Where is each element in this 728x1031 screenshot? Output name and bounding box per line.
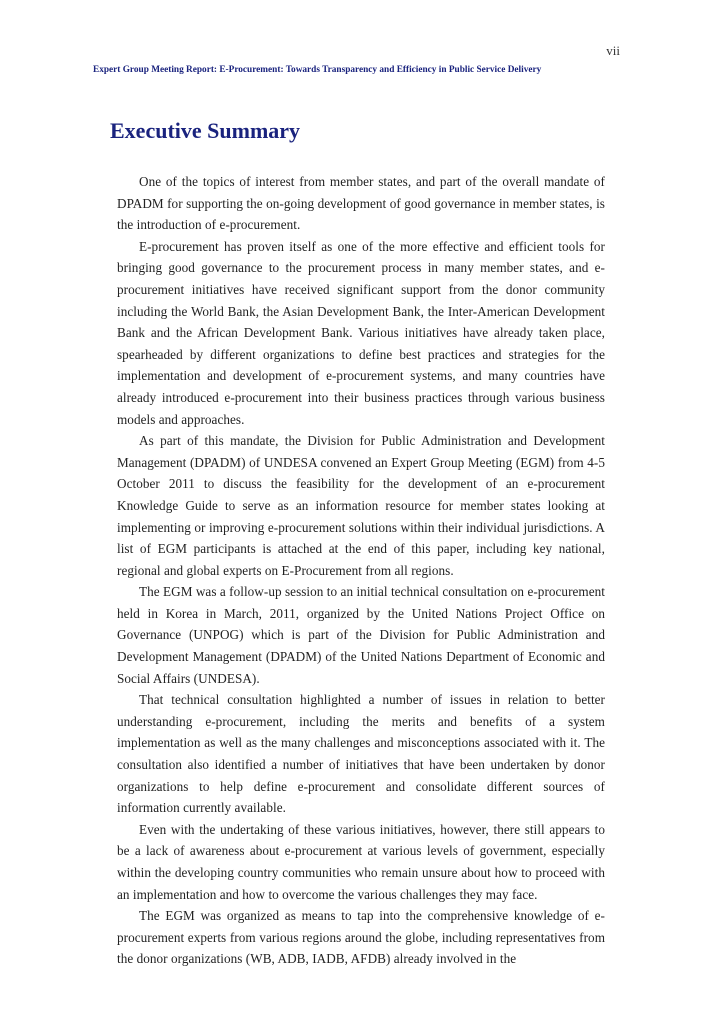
body-text — [117, 171, 605, 970]
paragraph: As part of this mandate, the Division for Public Administration and Development Management (DPADM) of UNDESA convened an Expert Group Meeting (EGM) from 4-5 October 2011 to discuss the feasibility for the development of an e-procurement Knowledge Guide to serve as an information resource for member states looking at implementing or improving e-procurement solutions within their individual jurisdictions. A list of EGM participants is attached at the end of this paper, including key national, regional and global experts on E-Procurement from all regions. — [117, 433, 605, 578]
paragraph: That technical consultation highlighted a number of issues in relation to better understanding e-procurement, including the merits and benefits of a system implementation as well as the many challenges and misconceptions associated with it. The consultation also identified a number of initiatives that have been undertaken by donor organizations to help define e-procurement and consolidate different sources of information currently available. — [117, 692, 605, 816]
page-number: vii — [606, 43, 620, 58]
paragraph: One of the topics of interest from member states, and part of the overall mandate of DPADM for supporting the on-going development of good governance in member states, is the introduction of e-procurement. — [117, 174, 605, 233]
section-title: Executive Summary — [110, 118, 301, 143]
paragraph: The EGM was organized as means to tap into the comprehensive knowledge of e-procurement experts from various regions around the globe, including representatives from the donor organizations (WB, ADB, IADB, AFDB) already involved in the — [117, 908, 605, 967]
paragraph: E-procurement has proven itself as one of the more effective and efficient tools for bringing good governance to the procurement process in many member states, and e-procurement initiatives have received significant support from the donor community including the World Bank, the Asian Development Bank, the Inter-American Development Bank and the African Development Bank. Various initiatives have already taken place, spearheaded by different organizations to define best practices and strategies for the implementation and development of e-procurement systems, and many countries have already introduced e-procurement into their business practices through various business models and approaches. — [117, 238, 605, 427]
paragraph: Even with the undertaking of these various initiatives, however, there still appears to be a lack of awareness about e-procurement at various levels of government, especially within the developing country communities who remain unsure about how to proceed with an implementation and how to overcome the various challenges they may face. — [117, 821, 605, 902]
paragraph: The EGM was a follow-up session to an initial technical consultation on e-procurement held in Korea in March, 2011, organized by the United Nations Project Office on Governance (UNPOG) which is part of the Division for Public Administration and Development Management (DPADM) of the United Nations Department of Economic and Social Affairs (UNDESA). — [117, 584, 605, 686]
running-header: Expert Group Meeting Report: E-Procurement: Towards Transparency and Efficiency in Public Service Delivery — [93, 65, 542, 75]
